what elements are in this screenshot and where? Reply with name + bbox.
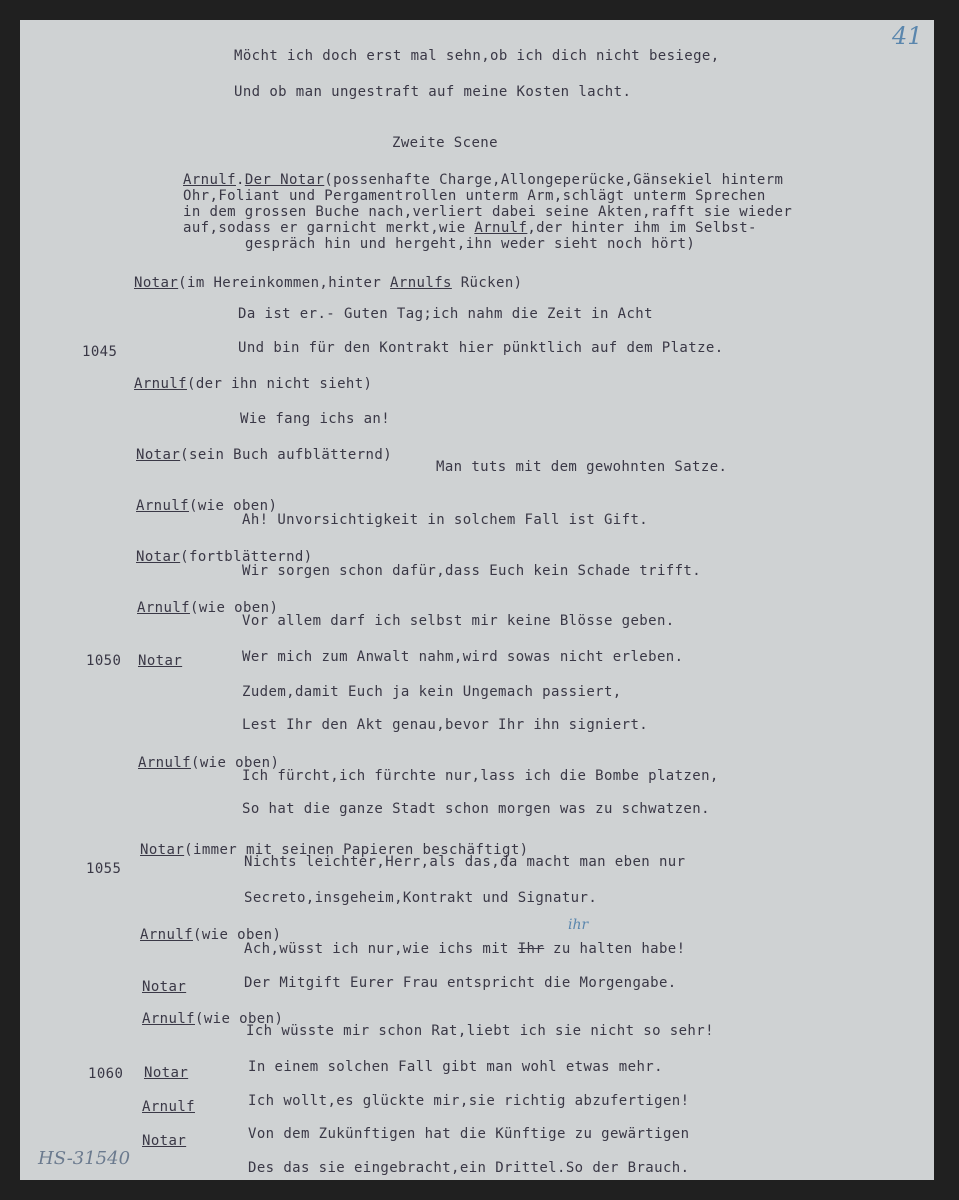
verse-line: Möcht ich doch erst mal sehn,ob ich dich nicht besiege, — [234, 48, 720, 64]
typescript-page — [20, 20, 934, 1180]
character-name: Arnulf — [183, 172, 236, 188]
speaker-name: Arnulf — [134, 376, 187, 392]
line-number: 1060 — [88, 1066, 124, 1082]
verse-line: Wer mich zum Anwalt nahm,wird sowas nicht erleben. — [242, 649, 684, 665]
character-name: Arnulf — [474, 220, 528, 236]
character-name: Der Notar — [244, 172, 325, 188]
speaker-name: Notar — [134, 275, 179, 291]
speaker-name: Arnulf — [137, 600, 190, 616]
speaker-line: Arnulf(wie oben) — [138, 755, 280, 771]
line-number: 1055 — [86, 861, 122, 877]
verse-line: Secreto,insgeheim,Kontrakt und Signatur. — [244, 890, 598, 906]
speaker-name: Notar — [136, 447, 181, 463]
verse-line: Ach,wüsst ich nur,wie ichs mit Ihr zu halten habe! — [244, 941, 686, 957]
verse-line: Wie fang ichs an! — [240, 411, 391, 427]
speaker-name: Notar — [142, 979, 187, 995]
stage-direction-line: auf,sodass er garnicht merkt,wie Arnulf,der hinter ihm im Selbst- — [183, 220, 757, 236]
verse-line: Vor allem darf ich selbst mir keine Blösse geben. — [242, 613, 675, 629]
speaker-line: Arnulf(wie oben) — [137, 600, 279, 616]
character-name: Arnulfs — [390, 275, 452, 291]
speaker-line: Arnulf(wie oben) — [142, 1011, 284, 1027]
stage-direction-line: in dem grossen Buche nach,verliert dabei seine Akten,rafft sie wieder — [183, 204, 793, 220]
speaker-name: Arnulf — [136, 498, 189, 514]
scene-heading: Zweite Scene — [392, 135, 498, 151]
speaker-name: Arnulf — [140, 927, 193, 943]
handwritten-correction: ihr — [568, 917, 589, 933]
speaker-line: Arnulf(wie oben) — [140, 927, 282, 943]
struck-word: Ihr — [517, 941, 545, 957]
speaker-line: Notar(sein Buch aufblätternd) — [136, 447, 393, 463]
verse-line: Ich wollt,es glückte mir,sie richtig abzufertigen! — [248, 1093, 690, 1109]
verse-line: Nichts leichter,Herr,als das,da macht man eben nur — [244, 854, 686, 870]
speaker-name: Notar — [144, 1065, 189, 1081]
verse-line: Wir sorgen schon dafür,dass Euch kein Schade trifft. — [242, 563, 702, 579]
verse-line: Des das sie eingebracht,ein Drittel.So der Brauch. — [248, 1160, 690, 1176]
speaker-line: Arnulf(wie oben) — [136, 498, 278, 514]
verse-line: Und ob man ungestraft auf meine Kosten lacht. — [234, 84, 632, 100]
archive-mark: HS-31540 — [38, 1148, 131, 1169]
verse-line: So hat die ganze Stadt schon morgen was zu schwatzen. — [242, 801, 710, 817]
verse-line: Ich wüsste mir schon Rat,liebt ich sie nicht so sehr! — [246, 1023, 714, 1039]
line-number: 1045 — [82, 344, 118, 360]
stage-direction-line: Ohr,Foliant und Pergamentrollen unterm Arm,schlägt unterm Sprechen — [183, 188, 766, 204]
verse-line: Ah! Unvorsichtigkeit in solchem Fall ist Gift. — [242, 512, 649, 528]
verse-line: Von dem Zukünftigen hat die Künftige zu gewärtigen — [248, 1126, 690, 1142]
speaker-name: Notar — [142, 1133, 187, 1149]
verse-line: Und bin für den Kontrakt hier pünktlich auf dem Platze. — [238, 340, 724, 356]
verse-line: Ich fürcht,ich fürchte nur,lass ich die Bombe platzen, — [242, 768, 719, 784]
verse-line: Der Mitgift Eurer Frau entspricht die Morgengabe. — [244, 975, 677, 991]
speaker-name: Arnulf — [142, 1011, 195, 1027]
verse-line: Man tuts mit dem gewohnten Satze. — [436, 459, 728, 475]
stage-direction-line: gespräch hin und hergeht,ihn weder sieht noch hört) — [245, 236, 696, 252]
speaker-name: Notar — [136, 549, 181, 565]
speaker-line: Notar(fortblätternd) — [136, 549, 313, 565]
speaker-line: Notar(im Hereinkommen,hinter Arnulfs Rücken) — [134, 275, 523, 291]
stage-direction-line: Arnulf.Der Notar(possenhafte Charge,Allongeperücke,Gänsekiel hinterm — [183, 172, 784, 188]
speaker-line: Notar(immer mit seinen Papieren beschäftigt) — [140, 842, 529, 858]
line-number: 1050 — [86, 653, 122, 669]
speaker-name: Arnulf — [138, 755, 191, 771]
speaker-line: Arnulf(der ihn nicht sieht) — [134, 376, 373, 392]
verse-line: In einem solchen Fall gibt man wohl etwas mehr. — [248, 1059, 663, 1075]
verse-line: Zudem,damit Euch ja kein Ungemach passiert, — [242, 684, 622, 700]
page-number: 41 — [892, 22, 923, 50]
speaker-name: Arnulf — [142, 1099, 195, 1115]
verse-line: Lest Ihr den Akt genau,bevor Ihr ihn signiert. — [242, 717, 649, 733]
verse-line: Da ist er.- Guten Tag;ich nahm die Zeit in Acht — [238, 306, 653, 322]
speaker-name: Notar — [138, 653, 183, 669]
speaker-name: Notar — [140, 842, 185, 858]
